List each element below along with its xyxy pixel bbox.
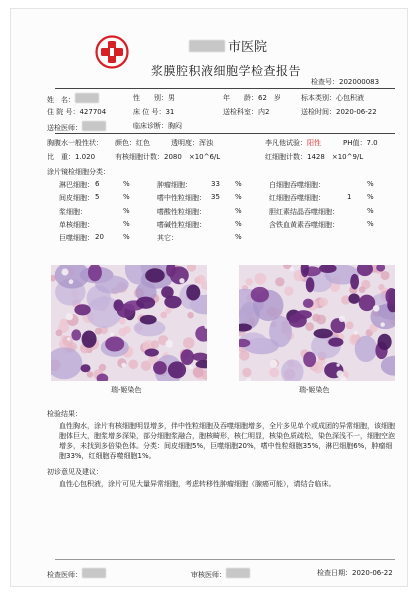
result-text: 血性胸水，涂片有核细胞明显增多，伴中性粒细胞及吞噬细胞增多，全片多见单个或成团的异常细胞，该细胞胞体巨大，胞浆增多深染，部分细胞浆融合，胞核畸形，核仁明显，核染色质疏松，染色深浅不一，细胞空泡增多，未找到多倍染色体。分类：间皮细胞5%，巨噬细胞20%，嗜中性粒细胞35%，淋巴细胞6%，肿瘤细胞33%，红细胞吞噬细胞1%。 [59, 422, 395, 460]
cell-type-label: 肿瘤细胞： [157, 181, 192, 189]
fluid-color: 颜色：红色 [115, 139, 150, 147]
cell-type-label: 嗜中性粒细胞： [157, 194, 206, 203]
cell-type-unit: % [123, 180, 130, 188]
micrograph-right [239, 265, 395, 381]
divider [55, 88, 395, 89]
cell-type-label: 淋巴细胞： [59, 181, 94, 189]
fluid-clarity: 透明度：浑浊 [171, 139, 213, 147]
redacted-reviewer [226, 568, 250, 578]
sending-doctor: 送检医师： [47, 121, 109, 133]
patient-name: 姓 名： [47, 93, 102, 105]
footer-divider [55, 559, 395, 560]
cell-type-unit: % [235, 206, 242, 215]
cell-type-unit: % [235, 233, 242, 242]
cell-type-unit: % [367, 193, 374, 202]
redacted-examiner [82, 568, 106, 578]
red-cell-count: 红细胞计数：1428 ×10^9/L [265, 153, 364, 161]
cell-type-label: 白细胞吞噬细胞： [269, 181, 325, 189]
clinical-diagnosis: 临床诊断：胸闷 [133, 122, 182, 130]
patient-gender: 性 别：男 [133, 94, 175, 102]
cell-type-label: 含铁血黄素吞噬细胞： [269, 220, 339, 229]
exam-date: 检查日期：2020-06-22 [317, 569, 393, 577]
report-page [10, 8, 408, 587]
patient-age: 年 龄：62 岁 [223, 94, 281, 102]
cell-type-label: 其它： [157, 234, 178, 243]
advice-text: 血性心包积液，涂片可见大量异常细胞，考虑转移性肿瘤细胞（腺癌可能），请结合临床。 [59, 480, 336, 488]
report-title: 浆膜腔积液细胞学检查报告 [151, 64, 302, 78]
stain-caption-left: 瑞-姬染色 [111, 386, 142, 394]
result-heading: 检验结果： [47, 410, 82, 418]
cell-type-label: 嗜碱性粒细胞： [157, 220, 206, 229]
cell-type-label: 巨噬细胞： [59, 234, 94, 243]
classification-heading: 涂片镜检细胞分类： [47, 168, 110, 176]
advice-heading: 初诊意见及建议： [47, 468, 103, 476]
bed-number: 床 位 号：31 [133, 108, 175, 116]
sending-department: 送检科室：内2 [223, 108, 270, 116]
cell-type-unit: % [367, 206, 374, 215]
cell-type-value: 6 [95, 180, 100, 188]
sending-time: 送检时间：2020-06-22 [301, 108, 377, 116]
cell-type-label: 浆细胞： [59, 207, 87, 216]
stain-caption-right: 瑞-姬染色 [299, 386, 330, 394]
cell-type-label: 胆红素结晶吞噬细胞： [269, 207, 339, 216]
cell-type-unit: % [235, 193, 242, 202]
cell-type-value: 33 [211, 180, 220, 188]
cell-type-value: 35 [211, 193, 220, 202]
rivalta-test: 李凡他试验：阳性 [265, 139, 321, 147]
cell-type-value: 20 [95, 233, 104, 242]
cell-type-value: 5 [95, 193, 100, 202]
examining-doctor: 检查医师： [47, 568, 109, 580]
cell-type-label: 间皮细胞： [59, 194, 94, 203]
cell-type-unit: % [367, 180, 374, 188]
specimen-type: 标本类别：心包积液 [301, 94, 364, 102]
exam-number: 检查号：202000083 [311, 78, 380, 86]
hospital-red-cross-logo [95, 35, 129, 69]
ph-value: PH值：7.0 [343, 139, 378, 147]
cell-type-unit: % [367, 219, 374, 228]
redacted-name [75, 93, 99, 103]
cell-type-unit: % [123, 233, 130, 242]
redacted-city [189, 40, 225, 52]
redacted-doctor [82, 121, 106, 131]
cell-type-unit: % [123, 219, 130, 228]
cell-type-unit: % [123, 193, 130, 202]
divider [55, 133, 395, 134]
hospital-name: 市医院 [189, 36, 267, 55]
cell-type-unit: % [123, 206, 130, 215]
nucleated-cell-count: 有核细胞计数：2080 ×10^6/L [115, 153, 221, 161]
micrograph-left [51, 265, 207, 381]
specific-gravity: 比 重：1.020 [47, 153, 96, 161]
cell-type-value: 1 [347, 193, 352, 202]
general-properties-label: 胸腹水一般性状： [47, 139, 103, 147]
reviewing-doctor: 审核医师： [191, 568, 253, 580]
cell-type-label: 红细胞吞噬细胞： [269, 194, 325, 203]
cell-type-label: 嗜酸性粒细胞： [157, 207, 206, 216]
inpatient-number: 住 院 号：427704 [47, 108, 107, 116]
cell-type-unit: % [235, 219, 242, 228]
cell-type-unit: % [235, 180, 242, 188]
cell-type-label: 单核细胞： [59, 220, 94, 229]
